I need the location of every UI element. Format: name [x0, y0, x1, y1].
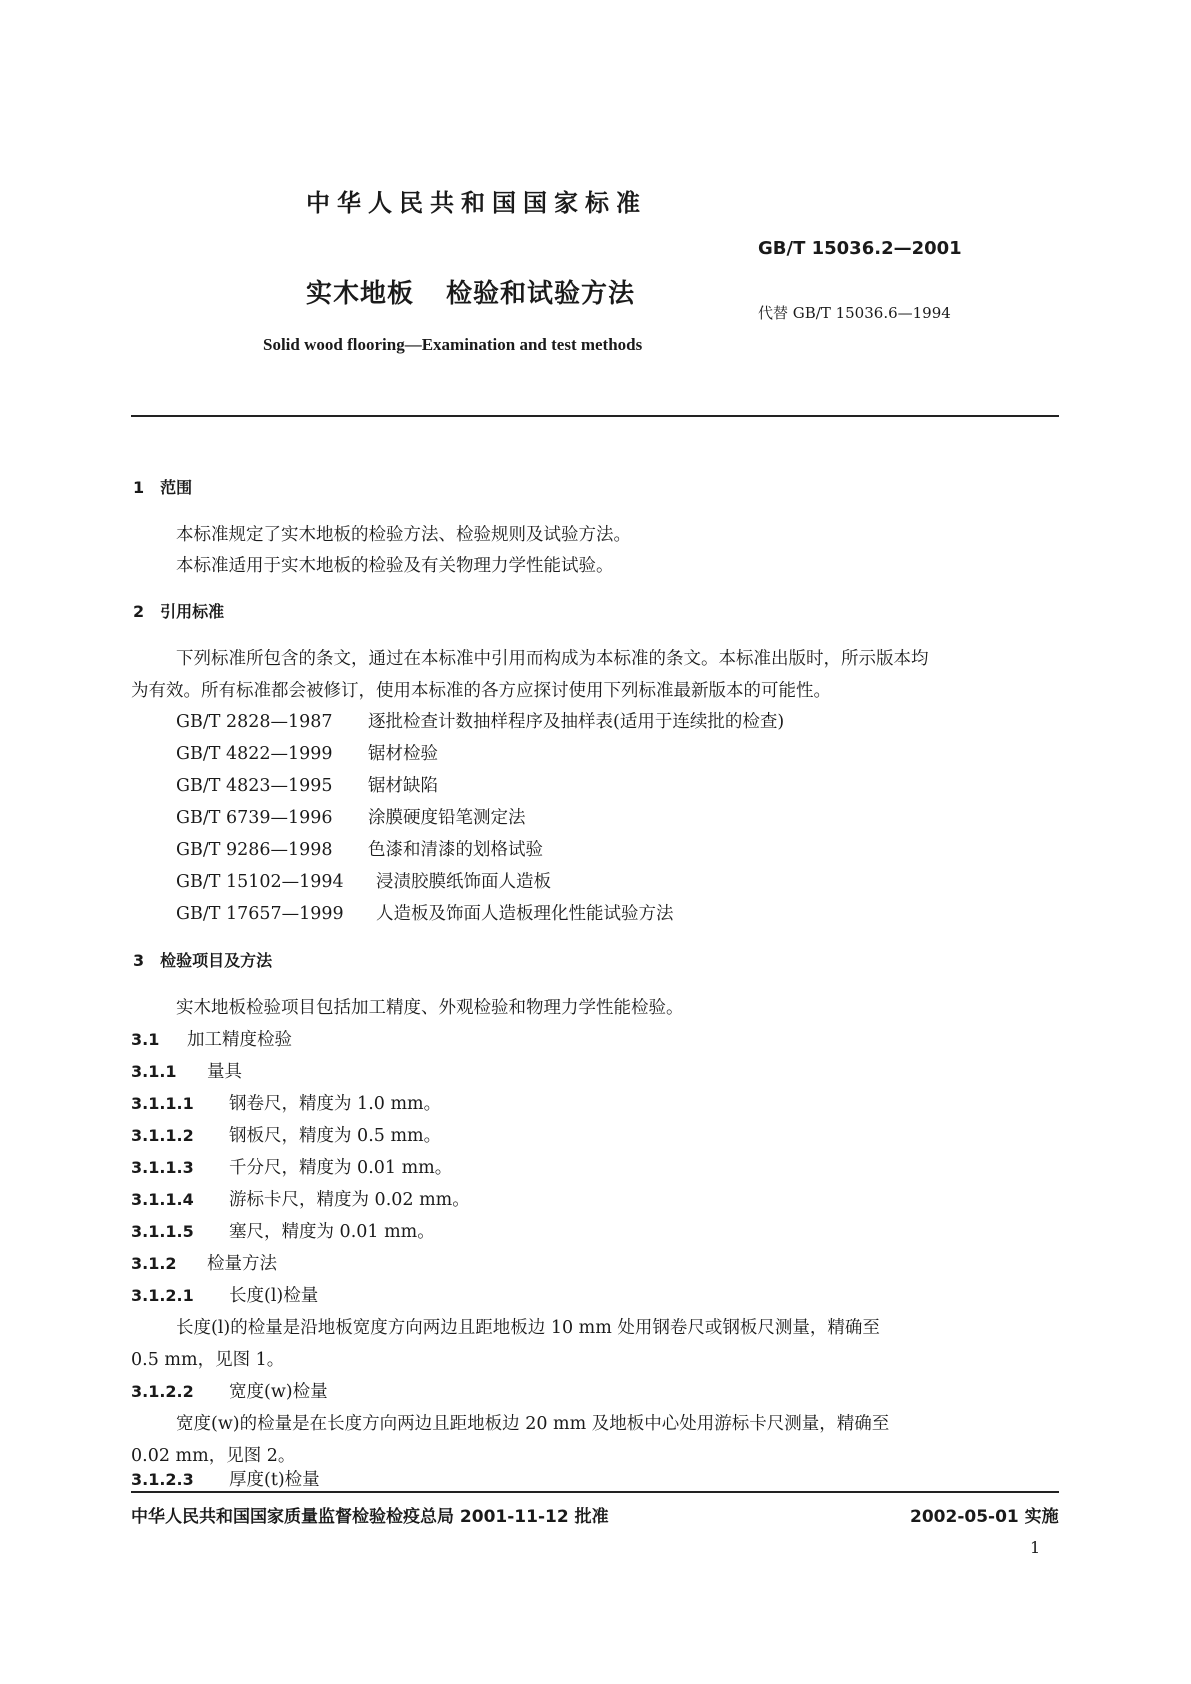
- reference-code: GB/T 15102—1994: [176, 872, 344, 892]
- clause-number: 3.1.1.4: [131, 1190, 194, 1209]
- reference-title: 浸渍胶膜纸饰面人造板: [376, 872, 551, 892]
- length-paragraph-line-2: 0.5 mm，见图 1。: [131, 1350, 285, 1370]
- clause-text: 千分尺，精度为 0.01 mm。: [229, 1158, 453, 1178]
- national-standard-title: 中华人民共和国国家标准: [306, 189, 647, 217]
- reference-code: GB/T 9286—1998: [176, 840, 333, 860]
- clause-text: 厚度(t)检量: [229, 1470, 320, 1490]
- clause-text: 加工精度检验: [187, 1030, 292, 1050]
- reference-item: [176, 740, 438, 765]
- clause-number: 3.1.1.1: [131, 1094, 194, 1113]
- section-1-paragraph-1: 本标准规定了实木地板的检验方法、检验规则及试验方法。: [176, 525, 631, 545]
- header-divider: [131, 415, 1059, 417]
- reference-code: GB/T 4823—1995: [176, 776, 333, 796]
- english-title: Solid wood flooring—Examination and test methods: [263, 335, 643, 354]
- reference-code: GB/T 17657—1999: [176, 904, 344, 924]
- reference-title: 色漆和清漆的划格试验: [368, 840, 543, 860]
- clause-3-1-1-3: [131, 1154, 452, 1179]
- section-2-paragraph-line-1: 下列标准所包含的条文，通过在本标准中引用而构成为本标准的条文。本标准出版时，所示版本均: [176, 649, 929, 669]
- title-part2: 检验和试验方法: [446, 279, 636, 309]
- clause-text: 宽度(w)检量: [229, 1382, 328, 1402]
- implementation-date: 2002-05-01 实施: [910, 1507, 1059, 1527]
- clause-text: 钢板尺，精度为 0.5 mm。: [229, 1126, 442, 1146]
- reference-item: [176, 708, 784, 733]
- clause-number: 3.1.2.2: [131, 1382, 194, 1401]
- reference-item: [176, 868, 551, 893]
- clause-number: 3.1.1.2: [131, 1126, 194, 1145]
- title-part1: 实木地板: [306, 279, 415, 309]
- clause-3-1: [131, 1026, 292, 1051]
- reference-title: 人造板及饰面人造板理化性能试验方法: [376, 904, 674, 924]
- clause-text: 游标卡尺，精度为 0.02 mm。: [229, 1190, 470, 1210]
- section-3-intro: 实木地板检验项目包括加工精度、外观检验和物理力学性能检验。: [176, 998, 684, 1018]
- clause-number: 3.1.1: [131, 1062, 177, 1081]
- clause-3-1-1: [131, 1058, 242, 1083]
- clause-3-1-2: [131, 1250, 277, 1275]
- clause-number: 3.1.2.1: [131, 1286, 194, 1305]
- clause-3-1-1-1: [131, 1090, 441, 1115]
- clause-3-1-1-2: [131, 1122, 441, 1147]
- reference-item: [176, 900, 674, 925]
- clause-3-1-2-3: [131, 1466, 320, 1491]
- page-number: 1: [1030, 1538, 1041, 1557]
- clause-text: 检量方法: [207, 1254, 277, 1274]
- clause-text: 长度(l)检量: [229, 1286, 319, 1306]
- reference-title: 涂膜硬度铅笔测定法: [368, 808, 526, 828]
- clause-number: 3.1.2: [131, 1254, 177, 1273]
- reference-title: 锯材检验: [368, 744, 438, 764]
- clause-3-1-2-2: [131, 1378, 328, 1403]
- clause-3-1-2-1: [131, 1282, 318, 1307]
- reference-code: GB/T 2828—1987: [176, 712, 333, 732]
- clause-number: 3.1.1.5: [131, 1222, 194, 1241]
- replaces-standard: 代替 GB/T 15036.6—1994: [758, 304, 951, 322]
- reference-item: [176, 804, 526, 829]
- clause-text: 量具: [207, 1062, 242, 1082]
- section-2-heading: 2 引用标准: [133, 602, 225, 621]
- width-paragraph-line-1: 宽度(w)的检量是在长度方向两边且距地板边 20 mm 及地板中心处用游标卡尺测量，精确至: [176, 1414, 890, 1434]
- clause-text: 钢卷尺，精度为 1.0 mm。: [229, 1094, 442, 1114]
- reference-title: 锯材缺陷: [368, 776, 438, 796]
- reference-code: GB/T 6739—1996: [176, 808, 333, 828]
- document-title: [306, 273, 635, 310]
- clause-number: 3.1: [131, 1030, 160, 1049]
- section-2-paragraph-line-2: 为有效。所有标准都会被修订，使用本标准的各方应探讨使用下列标准最新版本的可能性。: [131, 681, 831, 701]
- footer-divider: [131, 1491, 1059, 1493]
- section-1-heading: 1 范围: [133, 478, 193, 497]
- clause-number: 3.1.1.3: [131, 1158, 194, 1177]
- standard-number: GB/T 15036.2—2001: [758, 238, 962, 259]
- reference-item: [176, 836, 543, 861]
- clause-text: 塞尺，精度为 0.01 mm。: [229, 1222, 435, 1242]
- section-3-heading: 3 检验项目及方法: [133, 951, 273, 970]
- reference-code: GB/T 4822—1999: [176, 744, 333, 764]
- width-paragraph-line-2: 0.02 mm，见图 2。: [131, 1446, 296, 1466]
- clause-3-1-1-4: [131, 1186, 470, 1211]
- clause-number: 3.1.2.3: [131, 1470, 194, 1489]
- approval-statement: 中华人民共和国国家质量监督检验检疫总局 2001-11-12 批准: [131, 1507, 609, 1527]
- section-1-paragraph-2: 本标准适用于实木地板的检验及有关物理力学性能试验。: [176, 556, 614, 576]
- reference-item: [176, 772, 438, 797]
- clause-3-1-1-5: [131, 1218, 435, 1243]
- length-paragraph-line-1: 长度(l)的检量是沿地板宽度方向两边且距地板边 10 mm 处用钢卷尺或钢板尺测量，精确至: [176, 1318, 880, 1338]
- reference-title: 逐批检查计数抽样程序及抽样表(适用于连续批的检查): [368, 712, 785, 732]
